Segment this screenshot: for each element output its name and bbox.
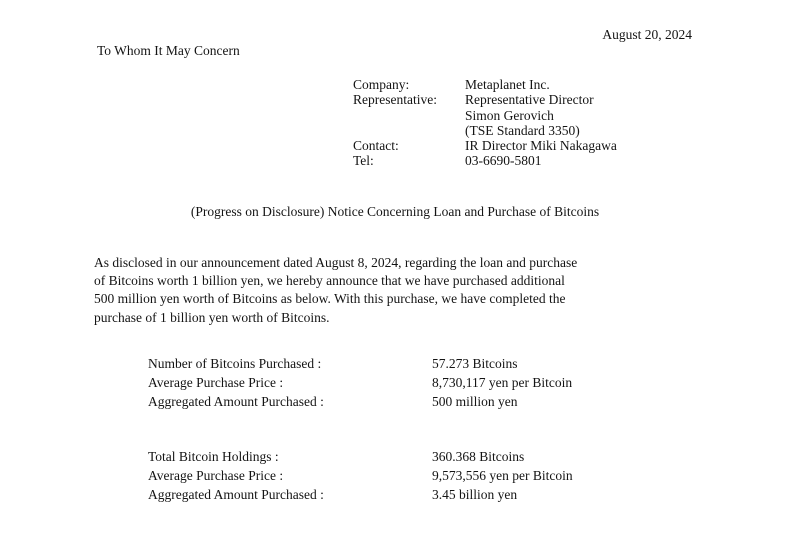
aggregated-amount-label: Aggregated Amount Purchased : bbox=[148, 394, 324, 410]
salutation: To Whom It May Concern bbox=[97, 43, 240, 58]
bitcoins-purchased-value: 57.273 Bitcoins bbox=[432, 356, 518, 371]
tel-value: 03-6690-5801 bbox=[465, 153, 542, 169]
purchase-details-block bbox=[148, 354, 572, 412]
company-info-row bbox=[353, 77, 617, 92]
detail-row bbox=[148, 485, 573, 504]
contact-value: IR Director Miki Nakagawa bbox=[465, 138, 617, 154]
company-info-row bbox=[353, 123, 617, 138]
detail-row bbox=[148, 466, 573, 485]
company-info-row bbox=[353, 138, 617, 153]
body-line: As disclosed in our announcement dated August 8, 2024, regarding the loan and purchase bbox=[94, 255, 578, 270]
company-info-row bbox=[353, 153, 617, 168]
body-line: of Bitcoins worth 1 billion yen, we hereby announce that we have purchased additional bbox=[94, 273, 565, 289]
detail-row bbox=[148, 447, 573, 466]
holdings-summary-block bbox=[148, 447, 573, 505]
document-date: August 20, 2024 bbox=[602, 27, 692, 42]
avg-purchase-price-total-value: 9,573,556 yen per Bitcoin bbox=[432, 468, 573, 484]
aggregated-amount-total-label: Aggregated Amount Purchased : bbox=[148, 487, 324, 503]
representative-name: Simon Gerovich bbox=[465, 107, 554, 123]
company-info-row bbox=[353, 108, 617, 123]
avg-purchase-price-value: 8,730,117 yen per Bitcoin bbox=[432, 375, 573, 391]
body-line: 500 million yen worth of Bitcoins as below. With this purchase, we have completed the bbox=[94, 291, 566, 307]
avg-purchase-price-label: Average Purchase Price : bbox=[148, 375, 284, 391]
representative-value: Representative Director bbox=[465, 92, 594, 108]
representative-label: Representative: bbox=[353, 92, 437, 108]
document-title: (Progress on Disclosure) Notice Concerning Loan and Purchase of Bitcoins bbox=[190, 204, 600, 219]
listing-info: (TSE Standard 3350) bbox=[465, 122, 580, 138]
tel-label: Tel: bbox=[353, 153, 374, 169]
detail-row bbox=[148, 373, 572, 392]
company-label: Company: bbox=[353, 77, 410, 92]
listing-label bbox=[353, 123, 465, 138]
company-info-row bbox=[353, 92, 617, 107]
body-paragraph bbox=[94, 254, 577, 327]
avg-purchase-price-total-label: Average Purchase Price : bbox=[148, 468, 284, 484]
bitcoins-purchased-label: Number of Bitcoins Purchased : bbox=[148, 356, 322, 371]
detail-row bbox=[148, 392, 572, 411]
body-line: purchase of 1 billion yen worth of Bitcoins. bbox=[94, 309, 330, 325]
detail-row bbox=[148, 354, 572, 373]
representative-label-cont bbox=[353, 108, 465, 123]
total-holdings-value: 360.368 Bitcoins bbox=[432, 449, 525, 464]
aggregated-amount-total-value: 3.45 billion yen bbox=[432, 487, 518, 503]
company-value: Metaplanet Inc. bbox=[465, 77, 550, 92]
company-info-block bbox=[353, 77, 617, 169]
total-holdings-label: Total Bitcoin Holdings : bbox=[148, 449, 279, 464]
contact-label: Contact: bbox=[353, 138, 399, 154]
aggregated-amount-value: 500 million yen bbox=[432, 394, 518, 410]
